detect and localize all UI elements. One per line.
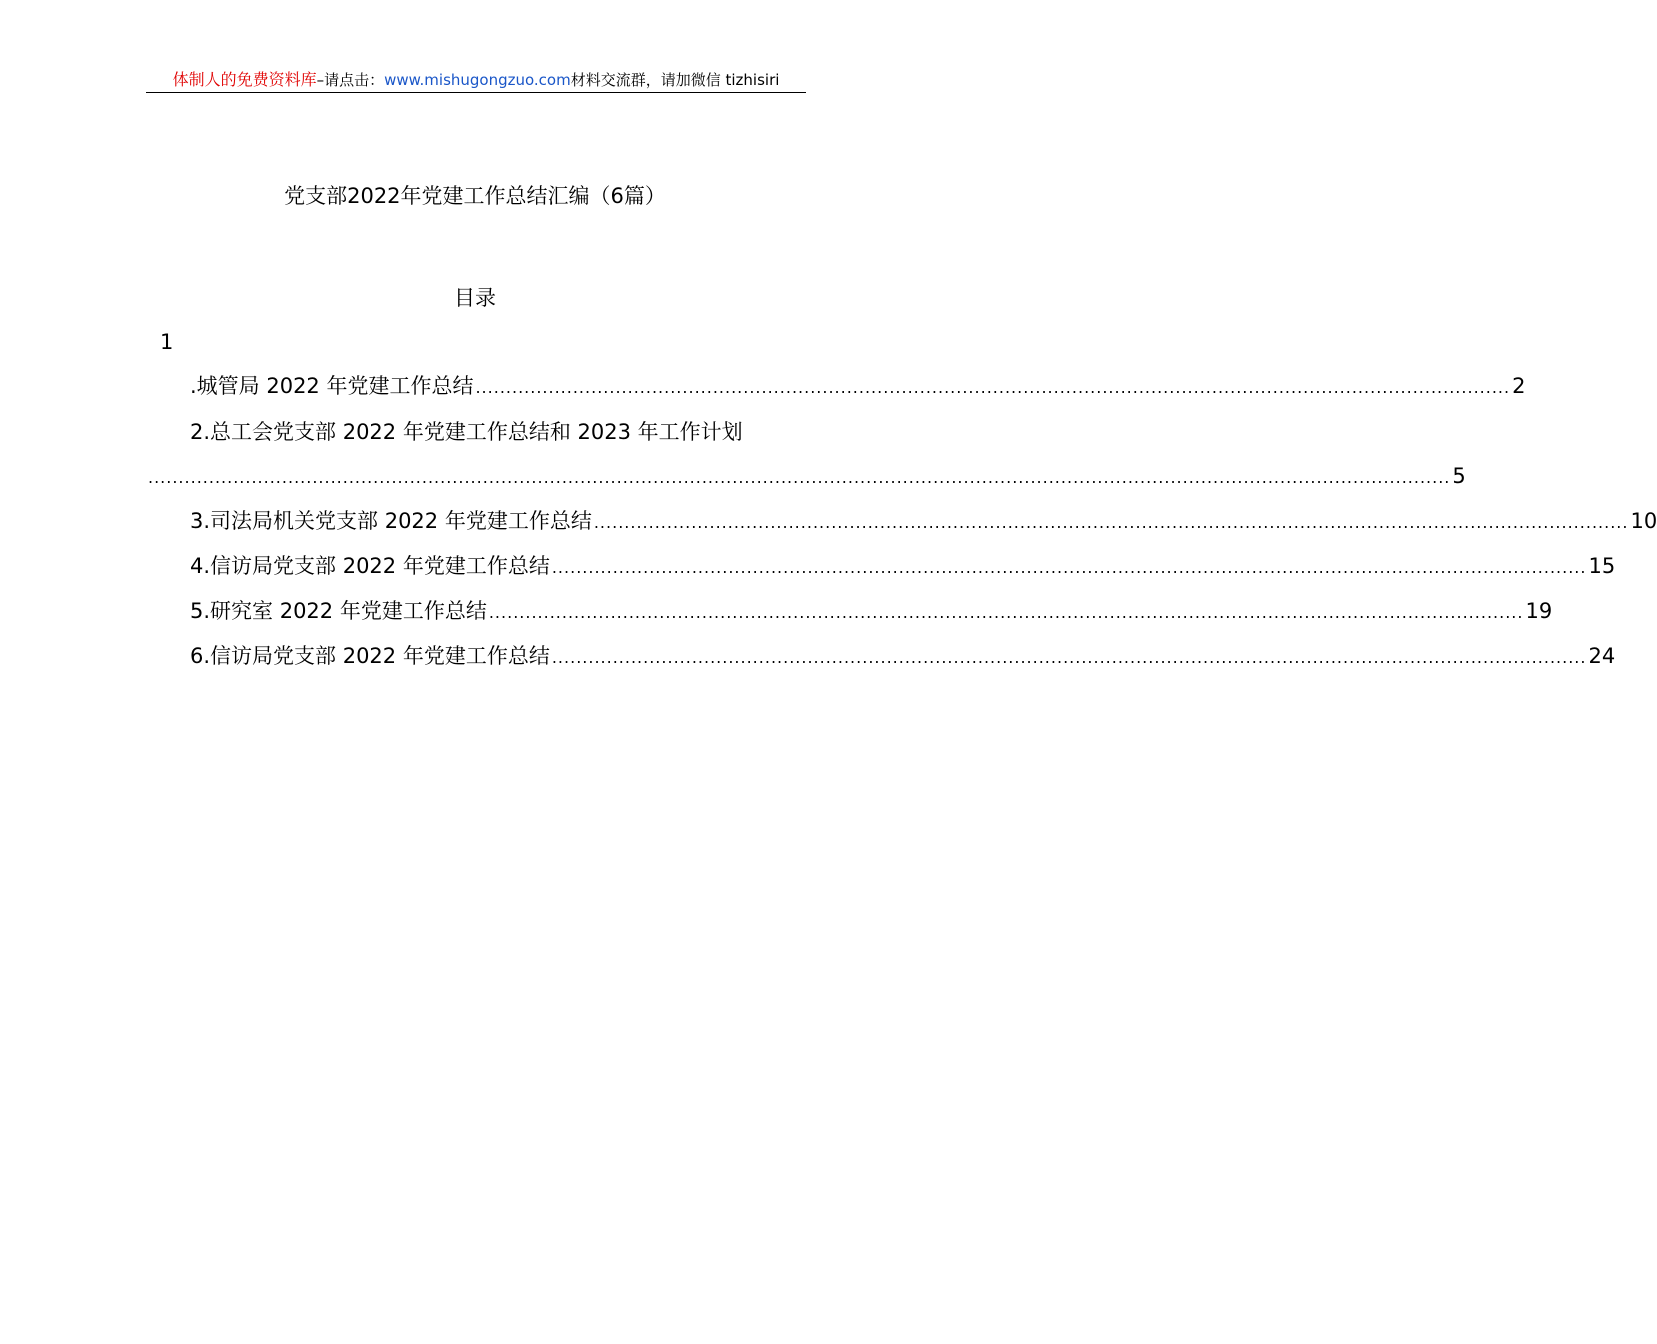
click-prompt: –请点击： — [316, 71, 385, 89]
toc-entry-page: 19 — [1525, 599, 1553, 623]
toc-entry-label: 3.司法局机关党支部 2022 年党建工作总结 — [190, 509, 592, 533]
dot-leader: .......................................................................................................................................................................... — [475, 378, 1511, 397]
toc-entry[interactable] — [190, 550, 1616, 584]
toc-entry[interactable] — [190, 640, 1616, 674]
document-title: 党支部2022年党建工作总结汇编（6篇） — [284, 184, 666, 208]
toc-entry-label: 5.研究室 2022 年党建工作总结 — [190, 599, 487, 623]
toc-entry[interactable] — [190, 595, 1553, 629]
toc-entry-label: .城管局 2022 年党建工作总结 — [190, 374, 474, 398]
toc-entry-page: 15 — [1588, 554, 1616, 578]
toc-entry[interactable] — [190, 416, 806, 448]
toc-entry-continuation[interactable] — [146, 460, 1466, 494]
toc-entry[interactable] — [190, 370, 1526, 404]
toc-entry-label: 6.信访局党支部 2022 年党建工作总结 — [190, 644, 550, 668]
dot-leader: .......................................................................................................................................................................... — [593, 513, 1629, 532]
toc-stray-number: 1 — [160, 330, 174, 354]
toc-entry-label: 2.总工会党支部 2022 年党建工作总结和 2023 年工作计划 — [190, 420, 743, 444]
dot-leader: .......................................................................................................................................................................... — [551, 558, 1587, 577]
page-header — [146, 68, 806, 93]
toc-entry-label: 4.信访局党支部 2022 年党建工作总结 — [190, 554, 550, 578]
dot-leader: .......................................................................................................................................................................... — [551, 648, 1587, 667]
toc-entry-page: 2 — [1512, 374, 1526, 398]
site-url-link[interactable]: www.mishugongzuo.com — [384, 71, 571, 89]
toc-entry-page: 5 — [1452, 464, 1466, 488]
toc-entry-page: 10 — [1630, 509, 1657, 533]
site-name: 体制人的免费资料库 — [172, 70, 317, 89]
group-note: 材料交流群，请加微信 tizhisiri — [570, 71, 780, 89]
toc-heading: 目录 — [454, 286, 496, 310]
dot-leader: .......................................................................................................................................................................... — [488, 603, 1524, 622]
toc-entry-page: 24 — [1588, 644, 1616, 668]
dot-leader: ...................................................................................................................................................................................................................... — [148, 468, 1451, 487]
toc-entry[interactable] — [190, 505, 1657, 539]
